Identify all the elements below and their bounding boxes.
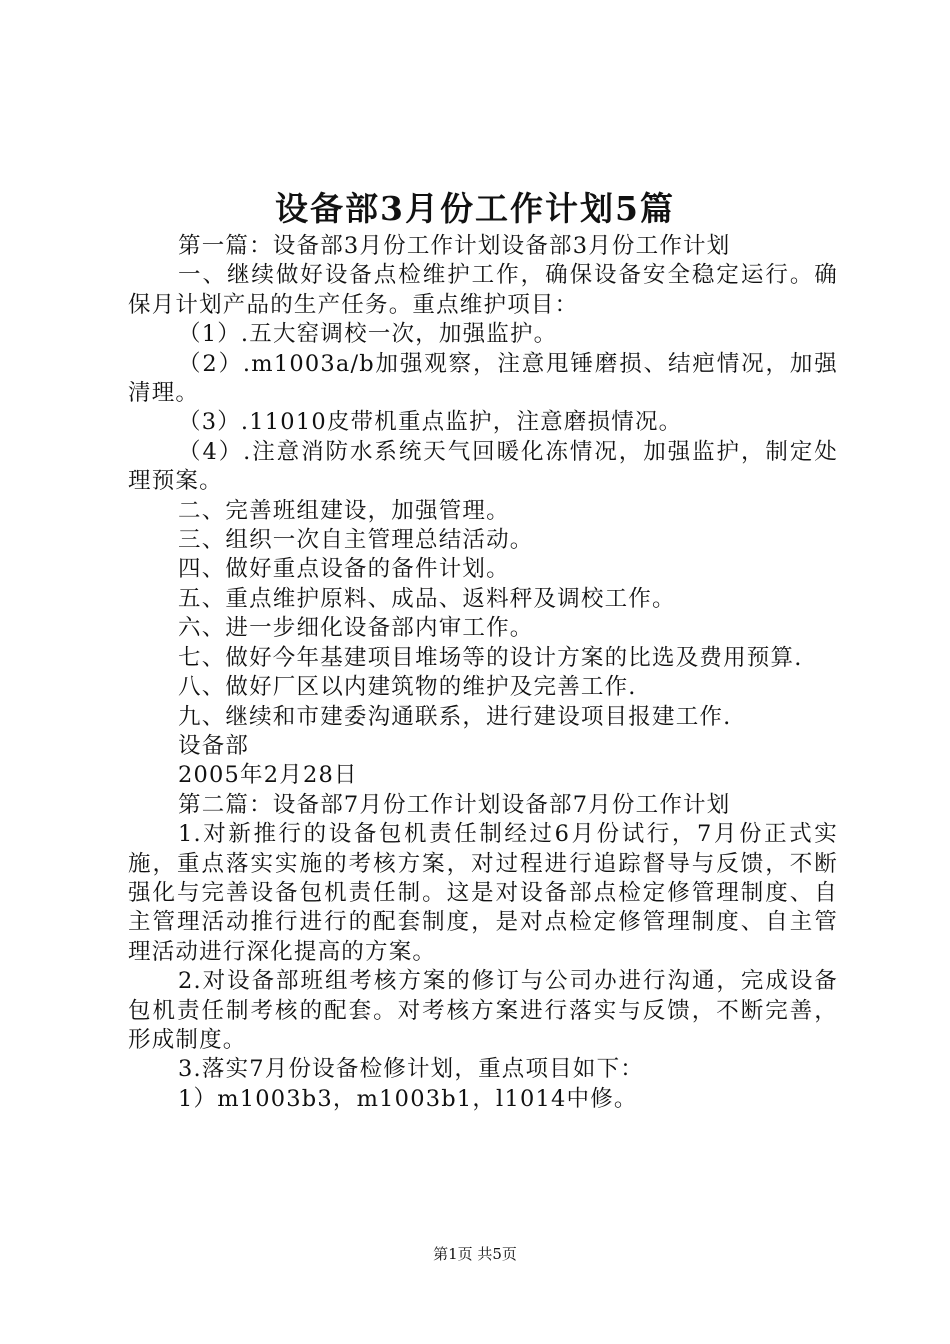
- paragraph: 八、做好厂区以内建筑物的维护及完善工作.: [178, 674, 637, 701]
- paragraph: 七、做好今年基建项目堆场等的设计方案的比选及费用预算.: [178, 644, 803, 671]
- list-item: （4）.注意消防水系统天气回暖化冻情况，加强监护，制定处理预案。: [128, 438, 838, 495]
- document-title: 设备部3月份工作计划5篇: [275, 189, 675, 228]
- section-heading-1: 第一篇：设备部3月份工作计划设备部3月份工作计划: [178, 233, 731, 259]
- paragraph: 五、重点维护原料、成品、返料秤及调校工作。: [178, 585, 676, 612]
- paragraph: 二、完善班组建设，加强管理。: [178, 497, 510, 524]
- paragraph: 一、继续做好设备点检维护工作，确保设备安全稳定运行。确保月计划产品的生产任务。重点维护项目：: [128, 262, 838, 318]
- list-item: （1）.五大窑调校一次，加强监护。: [178, 321, 558, 348]
- paragraph: 2.对设备部班组考核方案的修订与公司办进行沟通，完成设备包机责任制考核的配套。对考核方案进行落实与反馈，不断完善，形成制度。: [128, 968, 838, 1053]
- paragraph: 四、做好重点设备的备件计划。: [178, 556, 510, 583]
- paragraph: 三、组织一次自主管理总结活动。: [178, 527, 534, 554]
- signature-date: 2005年2月28日: [178, 762, 358, 789]
- paragraph: 3.落实7月份设备检修计划，重点项目如下：: [178, 1056, 644, 1083]
- document-body: [128, 232, 838, 1114]
- list-item: 1）m1003b3，m1003b1，l1014中修。: [178, 1085, 638, 1112]
- section-heading-2: 第二篇：设备部7月份工作计划设备部7月份工作计划: [178, 791, 731, 818]
- list-item: （3）.11010皮带机重点监护，注意磨损情况。: [178, 409, 683, 436]
- paragraph: 六、进一步细化设备部内审工作。: [178, 615, 534, 642]
- list-item: （2）.m1003a/b加强观察，注意甩锤磨损、结疤情况，加强清理。: [128, 350, 838, 407]
- page-footer: 第1页 共5页: [433, 1245, 517, 1263]
- signature-department: 设备部: [178, 732, 250, 759]
- paragraph: 1.对新推行的设备包机责任制经过6月份试行，7月份正式实施，重点落实实施的考核方案，对过程进行追踪督导与反馈，不断强化与完善设备包机责任制。这是对设备部点检定修管理制度、自主管理活动推行进行的配套制度，是对点检定修管理制度、自主管理活动进行深化提高的方案。: [128, 821, 838, 965]
- paragraph: 九、继续和市建委沟通联系，进行建设项目报建工作.: [178, 703, 732, 730]
